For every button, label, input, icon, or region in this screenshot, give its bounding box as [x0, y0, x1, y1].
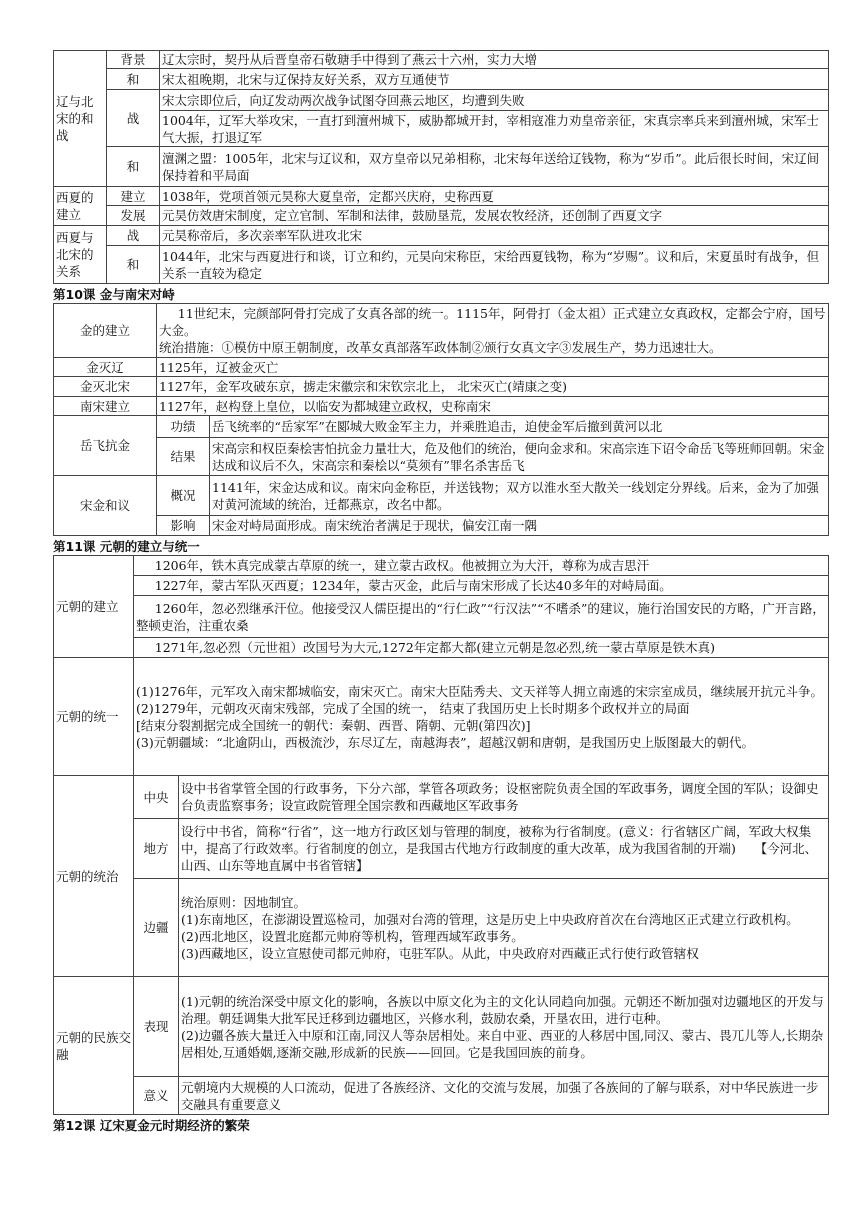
label-southern-song: 南宋建立: [54, 397, 157, 416]
paragraph: (2)西北地区，设置北庭都元帅府等机构，管理西域军政事务。: [181, 928, 524, 944]
label-found: 建立: [107, 187, 160, 206]
paragraph: [结束分裂割据完成全国统一的朝代：秦朝、西晋、隋朝、元朝(第四次)]: [136, 717, 531, 733]
table-lesson-11: [53, 555, 829, 1115]
cell-text: 岳飞统率的“岳家军”在郾城大败金军主力，并乘胜追击，迫使金军后撤到黄河以北: [210, 416, 829, 438]
cell-text: 1044年，北宋与西夏进行和谈，订立和约，元昊向宋称臣，宋给西夏钱物，称为“岁赐”。议和后，宋夏虽时有战争，但关系一直较为稳定: [160, 246, 829, 284]
label-jin-liao: 金灭辽: [54, 358, 157, 377]
cell-text: 宋金对峙局面形成。南宋统治者满足于现状，偏安江南一隅: [210, 516, 829, 536]
section-xixia: 西夏的建立: [54, 187, 107, 226]
cell-text: 宋太宗即位后，向辽发动两次战争试图夺回燕云地区，均遭到失败: [160, 90, 829, 111]
cell-text: 1038年，党项首领元昊称大夏皇帝，定都兴庆府，史称西夏: [160, 187, 829, 206]
cell-text: 1127年，赵构登上皇位，以临安为都城建立政权，史称南宋: [157, 397, 829, 416]
cell-text: 1260年，忽必烈继承汗位。他接受汉人儒臣提出的“行仁政”“行汉法”“不嗜杀”的建议，施行治国安民的方略，广开言路，整顿吏治，注重农桑: [134, 596, 829, 638]
cell-text: 宋太祖晚期，北宋与辽保持友好关系，双方互通使节: [160, 69, 829, 90]
label-peace: 和: [107, 69, 160, 90]
paragraph: 11世纪末，完颜部阿骨打完成了女真各部的统一。1115年，阿骨打（金太祖）正式建立女真政权，定都会宁府，国号大金。: [159, 306, 826, 338]
paragraph: (1)1276年，元军攻入南宋都城临安，南宋灭亡。南宋大臣陆秀夫、文天祥等人拥立南逃的宋宗室成员，继续展开抗元斗争。: [136, 683, 824, 699]
cell-text: 1227年，蒙古军队灭西夏；1234年，蒙古灭金，此后与南宋形成了长达40多年的对峙局面。: [134, 576, 829, 596]
label-peace: 和: [107, 246, 160, 284]
label-jin-northern-song: 金灭北宋: [54, 377, 157, 397]
label-manifestation: 表现: [134, 977, 179, 1077]
label-war: 战: [107, 90, 160, 147]
lesson-10-title: 第10课 金与南宋对峙: [53, 287, 175, 302]
label-overview: 概况: [157, 476, 210, 516]
cell-text: [179, 879, 829, 977]
paragraph: (1)元朝的统治深受中原文化的影响，各族以中原文化为主的文化认同趋向加强。元朝还不断加强对边疆地区的开发与治理。朝廷调集大批军民迁移到边疆地区，兴修水利，鼓励农桑，开垦农田，进行屯种。: [181, 993, 824, 1026]
section-yuan-unification: 元朝的统一: [54, 658, 134, 776]
label-peace: 和: [107, 147, 160, 187]
lesson-11-title: 第11课 元朝的建立与统一: [53, 539, 200, 554]
cell-text: 设行中书省，简称“行省”，这一地方行政区划与管理的制度，被称为行省制度。(意义：行省辖区广阔，军政大权集中，提高了行政效率。行省制度的创立，是我国古代地方行政制度的重大改革，成为我国省制的开端) 【今河北、山西、山东等地直属中书省管辖】: [179, 819, 829, 879]
label-significance: 意义: [134, 1077, 179, 1115]
label-jin-founding: 金的建立: [54, 304, 157, 358]
cell-text: [134, 658, 829, 776]
paragraph: (1)东南地区，在澎湖设置巡检司，加强对台湾的管理，这是历史上中央政府首次在台湾地区正式建立行政机构。: [181, 911, 799, 927]
cell-text: 元朝境内大规模的人口流动，促进了各族经济、文化的交流与发展，加强了各族间的了解与联系，对中华民族进一步交融具有重要意义: [179, 1077, 829, 1115]
cell-text: 1127年，金军攻破东京，掳走宋徽宗和宋钦宗北上， 北宋灭亡(靖康之变): [157, 377, 829, 397]
section-yuan-rule: 元朝的统治: [54, 776, 134, 977]
label-frontier: 边疆: [134, 879, 179, 977]
paragraph: (3)元朝疆域：“北逾阴山，西极流沙，东尽辽左，南越海表”，超越汉朝和唐朝，是我国历史上版图最大的朝代。: [136, 734, 754, 750]
table-liao-song-xixia: [53, 50, 829, 284]
cell-text: 辽太宗时，契丹从后晋皇帝石敬瑭手中得到了燕云十六州，实力大增: [160, 51, 829, 69]
cell-text: [157, 304, 829, 358]
paragraph: (2)边疆各族大量迁入中原和江南,同汉人等杂居相处。来自中亚、西亚的人移居中国,同汉、蒙古、畏兀儿等人,长期杂居相处,互通婚姻,逐渐交融,形成新的民族——回回。它是我国回族的前身。: [181, 1027, 824, 1060]
lesson-12-title: 第12课 辽宋夏金元时期经济的繁荣: [53, 1118, 250, 1133]
cell-text: 元昊称帝后，多次亲率军队进攻北宋: [160, 226, 829, 246]
cell-text: [179, 977, 829, 1077]
section-yuan-ethnic: 元朝的民族交融: [54, 977, 134, 1115]
section-xixia-song: 西夏与北宋的关系: [54, 226, 107, 284]
cell-text: 设中书省掌管全国的行政事务，下分六部，掌管各项政务；设枢密院负责全国的军政事务，调度全国的军队；设御史台负责监察事务；设宣政院管理全国宗教和西藏地区军政事务: [179, 776, 829, 819]
paragraph: (2)1279年，元朝攻灭南宋残部，完成了全国的统一， 结束了我国历史上长时期多个政权并立的局面: [136, 700, 690, 716]
label-merit: 功绩: [157, 416, 210, 438]
label-yuefei: 岳飞抗金: [54, 416, 157, 476]
cell-text: 1141年，宋金达成和议。南宋向金称臣，并送钱物；双方以淮水至大散关一线划定分界线。后来，金为了加强对黄河流域的统治，迁都燕京，改名中都。: [210, 476, 829, 516]
paragraph: 统治原则：因地制宜。: [181, 894, 307, 910]
section-yuan-founding: 元朝的建立: [54, 556, 134, 658]
cell-text: 宋高宗和权臣秦桧害怕抗金力量壮大，危及他们的统治，便向金求和。宋高宗连下诏令命岳飞等班师回朝。宋金达成和议后不久，宋高宗和秦桧以“莫须有”罪名杀害岳飞: [210, 438, 829, 476]
page: [53, 50, 829, 1134]
cell-text: 1125年，辽被金灭亡: [157, 358, 829, 377]
label-background: 背景: [107, 51, 160, 69]
cell-text: 1004年，辽军大举攻宋，一直打到澶州城下，威胁都城开封，宰相寇准力劝皇帝亲征，宋真宗率兵来到澶州城，宋军士气大振，打退辽军: [160, 111, 829, 147]
label-local: 地方: [134, 819, 179, 879]
label-war: 战: [107, 226, 160, 246]
cell-text: 1271年,忽必烈（元世祖）改国号为大元,1272年定都大都(建立元朝是忽必烈,统一蒙古草原是铁木真): [134, 638, 829, 658]
label-result: 结果: [157, 438, 210, 476]
cell-text: 澶渊之盟：1005年，北宋与辽议和，双方皇帝以兄弟相称，北宋每年送给辽钱物，称为“岁币”。此后很长时间，宋辽间保持着和平局面: [160, 147, 829, 187]
cell-text: 元昊仿效唐宋制度，定立官制、军制和法律，鼓励垦荒，发展农牧经济，还创制了西夏文字: [160, 206, 829, 226]
paragraph: (3)西藏地区，设立宣慰使司都元帅府，屯驻军队。从此，中央政府对西藏正式行使行政管辖权: [181, 945, 699, 961]
cell-text: 1206年，铁木真完成蒙古草原的统一，建立蒙古政权。他被拥立为大汗，尊称为成吉思汗: [134, 556, 829, 576]
section-liao-song: 辽与北宋的和战: [54, 51, 107, 187]
label-song-jin-peace: 宋金和议: [54, 476, 157, 536]
table-lesson-10: [53, 303, 829, 536]
label-central: 中央: [134, 776, 179, 819]
paragraph: 统治措施：①模仿中原王朝制度，改革女真部落军政体制②颁行女真文字③发展生产，势力迅速壮大。: [159, 340, 722, 355]
label-develop: 发展: [107, 206, 160, 226]
label-impact: 影响: [157, 516, 210, 536]
